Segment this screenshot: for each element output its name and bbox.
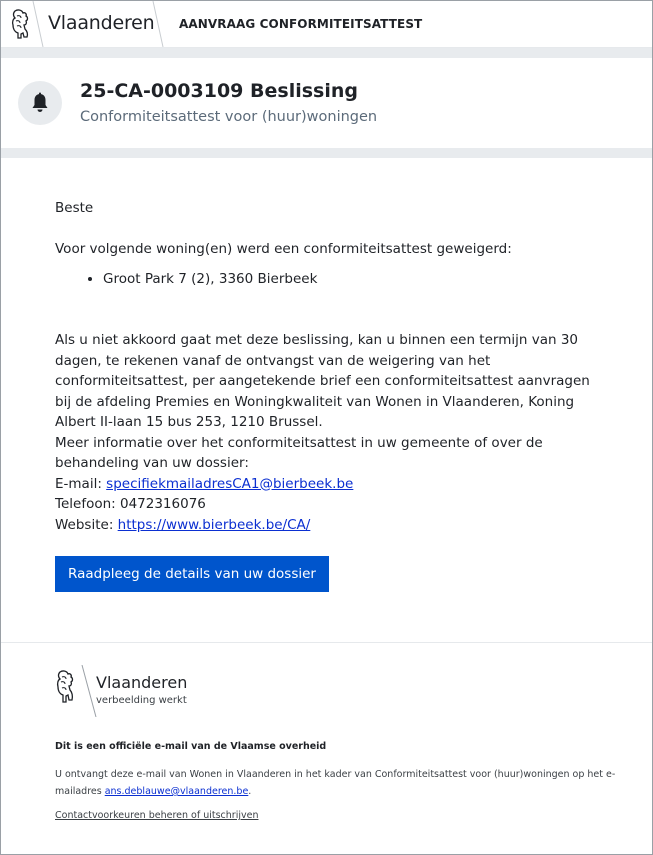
- recipient-email-link[interactable]: ans.deblauwe@vlaanderen.be: [104, 786, 249, 797]
- phone-number: 0472316076: [119, 496, 206, 512]
- notice-subtitle: Conformiteitsattest voor (huur)woningen: [80, 109, 378, 125]
- top-header: [1, 1, 652, 48]
- footer-info: [55, 766, 635, 800]
- app-title: AANVRAAG CONFORMITEITSATTEST: [179, 17, 423, 31]
- website-label: Website:: [55, 516, 118, 533]
- header-separator: [1, 48, 652, 58]
- more-info-text: Meer informatie over het conformiteitsattest in uw gemeente of over de behandeling van uw dossier:: [55, 434, 543, 471]
- website-link[interactable]: https://www.bierbeek.be/CA/: [117, 516, 311, 533]
- official-notice: Dit is een officiële e-mail van de Vlaamse overheid: [55, 741, 327, 752]
- bell-icon: [30, 92, 50, 114]
- email-body: [1, 158, 652, 592]
- brand-name: Vlaanderen: [48, 12, 155, 34]
- notice-title: 25-CA-0003109 Beslissing: [80, 80, 358, 102]
- footer-tagline: verbeelding werkt: [96, 695, 187, 706]
- phone-label: Telefoon:: [55, 496, 120, 512]
- brand-divider: [31, 1, 45, 47]
- list-item: • Groot Park 7 (2), 3360 Bierbeek: [103, 269, 652, 289]
- phone-line: [55, 494, 652, 515]
- title-divider: [151, 1, 165, 47]
- email-footer: [1, 642, 652, 855]
- address-list: [55, 269, 652, 289]
- flemish-lion-logo-icon: [54, 668, 76, 706]
- website-line: [55, 515, 652, 536]
- email-line: [55, 474, 652, 495]
- footer-info-text: U ontvangt deze e-mail van Wonen in Vlaanderen in het kader van Conformiteitsattest voor (huur)woningen op het e-mailadres: [55, 769, 616, 797]
- email-label: E-mail:: [55, 475, 107, 492]
- appeal-text: Als u niet akkoord gaat met deze beslissing, kan u binnen een termijn van 30 dagen, te rekenen vanaf de ontvangst van de weigering van het conformiteitsattest, per aangetekende brief een conformiteitsattest aanvragen bij de afdeling Premies en Woningkwaliteit van Wonen in Vlaanderen, Koning Albert II-laan 15 bus 253, 1210 Brussel.: [55, 332, 590, 430]
- intro-text: Voor volgende woning(en) werd een conformiteitsattest geweigerd:: [55, 240, 512, 257]
- contact-preferences-link[interactable]: Contactvoorkeuren beheren of uitschrijven: [55, 810, 259, 821]
- footer-brand-name: Vlaanderen: [96, 673, 188, 692]
- footer-info-suffix: .: [248, 786, 252, 797]
- bell-badge: [18, 81, 62, 125]
- notice-separator: [1, 148, 652, 158]
- email-link[interactable]: specifiekmailadresCA1@bierbeek.be: [106, 475, 354, 492]
- notice-header: [1, 58, 652, 148]
- view-dossier-button[interactable]: Raadpleeg de details van uw dossier: [55, 556, 329, 592]
- flemish-lion-logo-icon: [9, 7, 31, 41]
- greeting: Beste: [55, 200, 94, 216]
